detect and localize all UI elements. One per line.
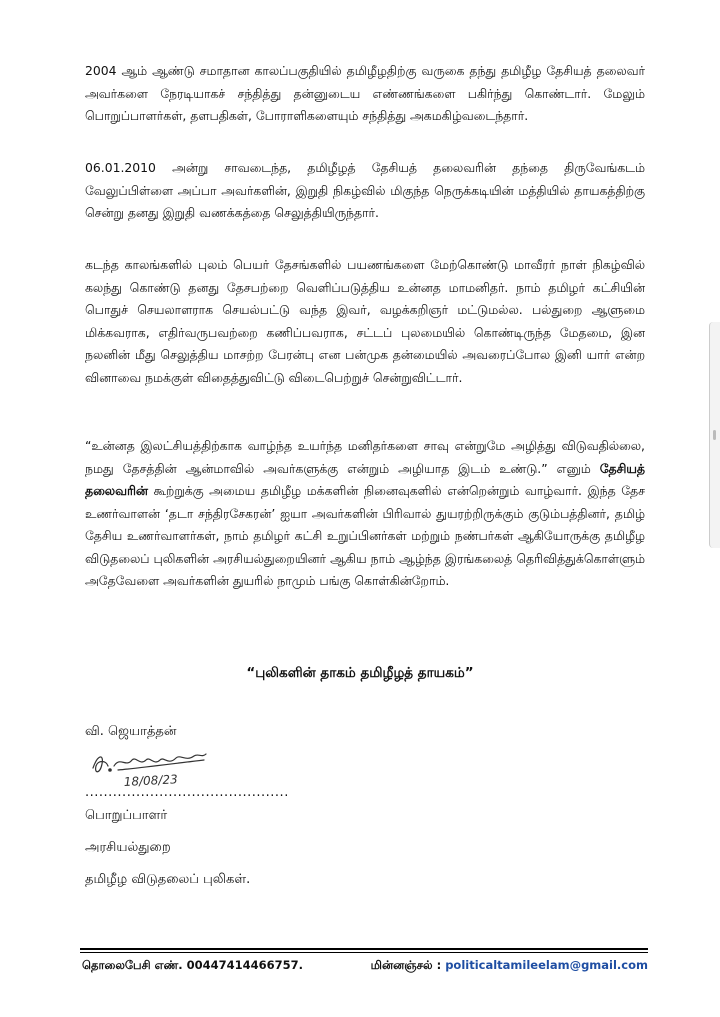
paragraph-funeral-2010: 06.01.2010 அன்று சாவடைந்த, தமிழீழத் தேசியத் தலைவரின் தந்தை திருவேங்கடம் வேலுப்பிள்ளை அப்பா அவர்களின், இறுதி நிகழ்வில் மிகுந்த நெருக்கடியின் மத்தியில் தாயகத்திற்கு சென்று தனது இறுதி வணக்கத்தை செலுத்தியிருந்தார்.	[85, 160, 645, 220]
signatory-department: அரசியல்துறை	[85, 840, 171, 855]
side-panel-handle[interactable]	[709, 322, 720, 548]
condolence-text: கூற்றுக்கு அமைய தமிழீழ மக்களின் நினைவுகளில் என்றென்றும் வாழ்வார். இந்த தேச உணர்வாளன் ‘தடா சந்திரசேகரன்’ ஐயா அவர்களின் பிரிவால் துயரற்றிருக்கும் குடும்பத்தினர், தமிழ் தேசிய உணர்வாளர்கள், நாம் தமிழர் கட்சி உறுப்பினர்கள் மற்றும் நண்பர்கள் ஆகியோருக்கு தமிழீழ விடுதலைப் புலிகளின் அரசியல்துறையினர் ஆகிய நாம் ஆழ்ந்த இரங்கலைத் தெரிவித்துக்கொள்ளும் அதேவேளை அவர்களின் துயரில் நாமும் பங்கு கொள்கின்றோம்.	[85, 483, 645, 588]
signature-dotted-line: ............................................	[85, 785, 289, 800]
paragraph-visit-2004: 2004 ஆம் ஆண்டு சமாதான காலப்பகுதியில் தமிழீழதிற்கு வருகை தந்து தமிழீழ தேசியத் தலைவர் அவர்களை நேரடியாகச் சந்தித்து தன்னுடைய எண்ணங்களை பகிர்ந்து கொண்டார். மேலும் பொறுப்பாளர்கள், தளபதிகள், போராளிகளையும் சந்தித்து அகமகிழ்வடைந்தார்.	[85, 63, 645, 123]
signatory-role: பொறுப்பாளர்	[85, 808, 168, 823]
phone-label: தொலைபேசி எண்.	[82, 958, 183, 972]
phone-number: 00447414466757.	[186, 958, 304, 972]
paragraph-tribute: கடந்த காலங்களில் புலம் பெயர் தேசங்களில் பயணங்களை மேற்கொண்டு மாவீரர் நாள் நிகழ்வில் கலந்து கொண்டு தனது தேசபற்றை வெளிப்படுத்திய உன்னத மாமனிதர். நாம் தமிழர் கட்சியின் பொதுச் செயலாளராக செயல்பட்டு வந்த இவர், வழக்கறிஞர் மட்டுமல்ல. பல்துறை ஆளுமை மிக்கவராக, எதிர்வருபவற்றை கணிப்பவராக, சட்டப் புலமையில் கொண்டிருந்த மேதமை, இன நலனின் மீது செலுத்திய மாசற்ற பேரன்பு என பன்முக தன்மையில் அவரைப்போல இனி யார் என்ற வினாவை நமக்குள் விதைத்துவிட்டு விடைபெற்றுச் சென்றுவிட்டார்.	[85, 257, 645, 385]
footer-email	[371, 958, 648, 974]
leader-emphasis: தேசியத் தலைவரின்	[85, 460, 645, 498]
footer-divider	[80, 948, 648, 950]
email-link[interactable]: politicaltamileelam@gmail.com	[445, 958, 648, 972]
grip-icon	[713, 430, 716, 440]
signatory-organisation: தமிழீழ விடுதலைப் புலிகள்.	[85, 872, 251, 887]
footer-phone	[82, 958, 303, 974]
footer-divider-thin	[80, 952, 648, 953]
paragraph-condolence	[85, 435, 645, 593]
email-label: மின்னஞ்சல் :	[370, 958, 442, 972]
handwritten-date: 18/08/23	[123, 772, 178, 789]
quote-text: “உன்னத இலட்சியத்திற்காக வாழ்ந்த உயர்ந்த மனிதர்களை சாவு என்றுமே அழித்து விடுவதில்லை, நமது தேசத்தின் ஆன்மாவில் அவர்களுக்கு என்றும் அழியாத இடம் உண்டு.” எனும்	[85, 438, 645, 476]
motto: “புலிகளின் தாகம் தமிழீழத் தாயகம்”	[246, 665, 474, 681]
signatory-name: வி. ஜெயாத்தன்	[85, 724, 177, 739]
